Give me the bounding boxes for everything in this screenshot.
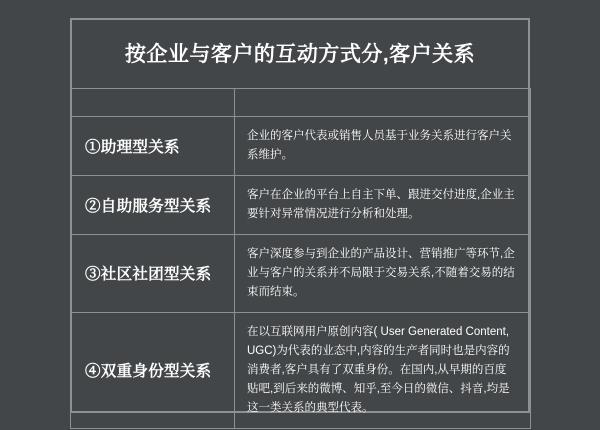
page-title: 按企业与客户的互动方式分,客户关系 xyxy=(124,43,476,66)
relationship-description: 客户深度参与到企业的产品设计、营销推广等环节,企业与客户的关系并不局限于交易关系,不随着交易的结束而结束。 xyxy=(235,234,531,312)
relationship-description: 客户在企业的平台上自主下单、跟进交付进度,企业主要针对异常情况进行分析和处理。 xyxy=(235,175,531,234)
relationship-type-label: ②自助服务型关系 xyxy=(71,175,235,234)
relationship-type-label: ④双重身份型关系 xyxy=(71,312,235,428)
table-row xyxy=(71,175,531,234)
relationship-description: 企业的客户代表或销售人员基于业务关系进行客户关系维护。 xyxy=(235,117,531,176)
relationship-table-wrapper xyxy=(70,88,530,429)
relationship-type-label: ①助理型关系 xyxy=(71,117,235,176)
relationship-description: 在以互联网用户原创内容( User Generated Content, UGC)为代表的业态中,内容的生产者同时也是内容的消费者,客户具有了双重身份。在国内,从早期的百度贴吧,到后来的微博、知乎,至今日的微信、抖音,均是这一类关系的典型代表。 xyxy=(235,312,531,428)
relationship-type-label: ③社区社团型关系 xyxy=(71,234,235,312)
relationship-table xyxy=(70,88,531,429)
table-row xyxy=(71,234,531,312)
table-row xyxy=(71,117,531,176)
table-header-type xyxy=(71,89,235,117)
table-header-row xyxy=(71,89,531,117)
table-row xyxy=(71,312,531,428)
table-header-desc xyxy=(235,89,531,117)
